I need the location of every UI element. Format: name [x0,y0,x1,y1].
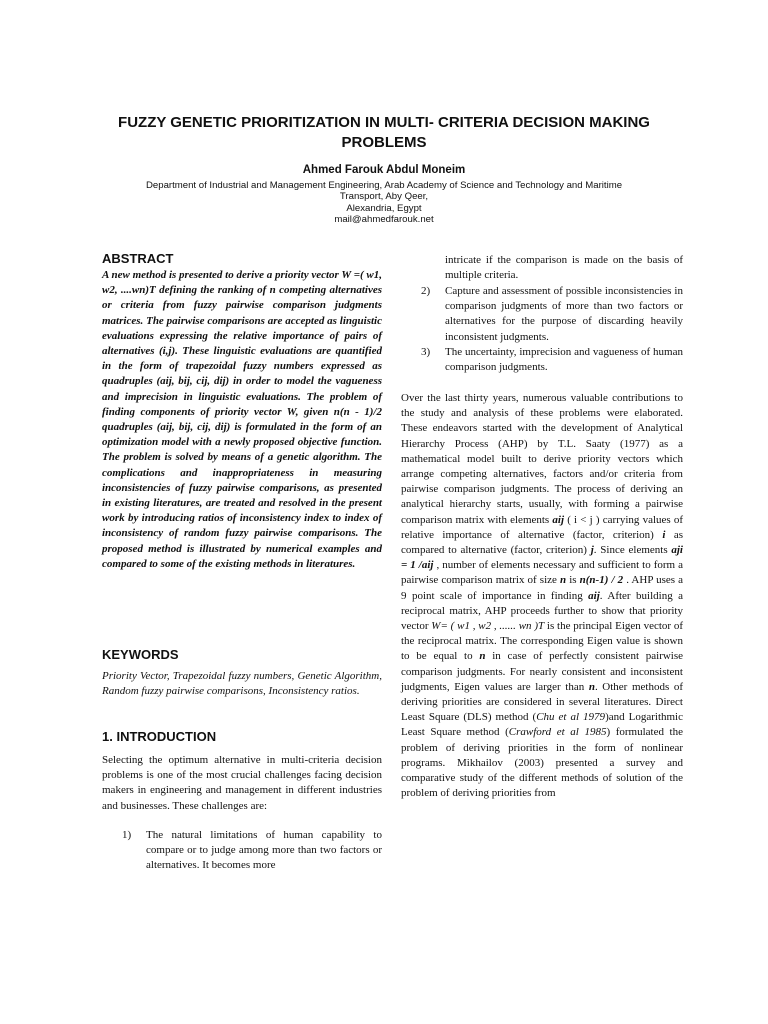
body-text: ) formulated the problem of deriving priorities in the form of nonlinear programs. Mikhailov (2003) presented a survey and comparative study of the different methods of solution of the problem of deriving priorities from [401,726,683,800]
list-number: 1) [122,829,132,841]
body-text: . After building a reciprocal matrix, AHP proceeds further to show that priority vector [401,589,684,633]
list-item-text: The uncertainty, imprecision and vagueness of human comparison judgments. [445,345,683,374]
body-text: is [569,574,577,587]
math-symbol: n [588,680,595,693]
body-text: carrying values of relative importance of alternative (factor, criterion) [401,513,684,541]
list-number: 3) [421,345,431,358]
list-item-continued: intricate if the comparison is made on the basis of multiple criteria. [445,254,683,282]
introduction-body [401,391,683,801]
introduction-text: Selecting the optimum alternative in multi-criteria decision problems is one of the most crucial challenges facing decision makers in engineering and management in different industries and businesses. These challenges are: [102,754,382,812]
math-symbol: ( i < j ) [567,513,600,526]
math-symbol: n [479,650,486,663]
paper-title: FUZZY GENETIC PRIORITIZATION IN MULTI- CRITERIA DECISION MAKING PROBLEMS [118,114,650,151]
list-item [401,284,683,345]
author-name: Ahmed Farouk Abdul Moneim [302,164,466,176]
affiliation-line: Alexandria, Egypt [346,202,422,214]
author-affiliation [110,180,658,226]
body-text: , number of elements necessary and sufficient to form a pairwise comparison matrix of size [401,559,683,587]
affiliation-line: Transport, Aby Qeer, [339,191,429,203]
math-symbol: j [590,544,594,557]
body-text: . AHP uses a 9 point scale of importance in finding [401,574,684,602]
affiliation-line: Department of Industrial and Management Engineering, Arab Academy of Science and Technology and Maritime [145,180,623,191]
body-text: . Since elements [593,544,668,557]
abstract-heading: ABSTRACT [102,251,174,266]
math-symbol: n [560,574,567,587]
list-number: 2) [421,285,431,297]
list-item-text: Capture and assessment of possible inconsistencies in comparison judgments of more than two factors or alternatives for the purpose of discarding heavily inconsistent judgments. [445,285,683,343]
abstract-text: A new method is presented to derive a priority vector W =( w1, w2, ....wn)T defining the ranking of n competing alternatives or criteria from fuzzy pairwise comparison judgments matrices. The pairwise comparisons are accepted as linguistic evaluations expressing the relative importance of pairs of alternatives (i,j). These linguistic evaluations are quantified in the form of trapezoidal fuzzy numbers expressed as quadruples (aij, bij, cij, dij) in order to model the vagueness and imprecision in linguistic evaluations. The problem of finding components of priority vector W, given n(n - 1)/2 quadruples (aij, bij, cij, dij) is formulated in the form of an optimization model with a newly proposed objective function. The problem is solved by means of a genetic algorithm. The complications and inappropriateness in measuring inconsistencies of fuzzy pairwise comparisons, as presented in existing literatures, are treated and resolved in the present work by introducing ratios of inconsistency index to index of inconsistency of random fuzzy pairwise comparisons. The proposed method is illustrated by numerical examples and compared to some of the existing methods in literatures. [102,269,382,570]
keywords-text: Priority Vector, Trapezoidal fuzzy numbers, Genetic Algorithm, Random fuzzy pairwise comparisons, Inconsistency ratios. [102,670,382,698]
introduction-heading: 1. INTRODUCTION [102,729,217,744]
list-item-text: The natural limitations of human capability to compare or to judge among more than two factors or alternatives. It becomes more [146,829,382,872]
body-text: )and Logarithmic Least Square method ( [401,711,683,739]
body-text: is the principal Eigen vector of the reciprocal matrix. The corresponding Eigen value is shown to be equal to [401,620,684,663]
citation: Crawford et al 1985 [508,726,607,739]
body-text: . Other methods of deriving priorities are considered in several literatures. Direct Least Square (DLS) method ( [401,680,683,724]
body-text: Over the last thirty years, numerous valuable contributions to the study and analysis of these problems were elaborated. These endeavors started with the development of Analytical Hierarchy Process (AHP) by T.L. Saaty (1977) as a mathematical model built to derive priority vectors which arrange competing alternatives, factors and/or criteria from pairwise comparison judgments. The process of deriving an analytical hierarchy starts, usually, with forming a pairwise comparison matrix with elements [401,392,683,526]
math-symbol: aji = 1 /aij [401,544,683,572]
math-symbol: i [662,528,666,541]
challenges-list-continued [401,284,683,375]
body-text: in case of perfectly consistent pairwise comparison judgments. For nearly consistent and inconsistent judgments, Eigen values are larger than [401,650,684,693]
keywords-heading: KEYWORDS [102,647,179,662]
math-symbol: W= ( w1 , w2 , ...... wn )T [431,620,545,633]
math-symbol: n(n-1) / 2 [579,574,624,587]
body-text: as compared to alternative (factor, criterion) [401,528,683,557]
math-symbol: aij [552,513,565,526]
list-item [401,345,683,375]
citation: Chu et al 1979 [536,711,606,724]
author-email: mail@ahmedfarouk.net [334,214,434,226]
challenges-list [102,828,382,874]
list-item [102,828,382,874]
math-symbol: aij [588,589,600,602]
